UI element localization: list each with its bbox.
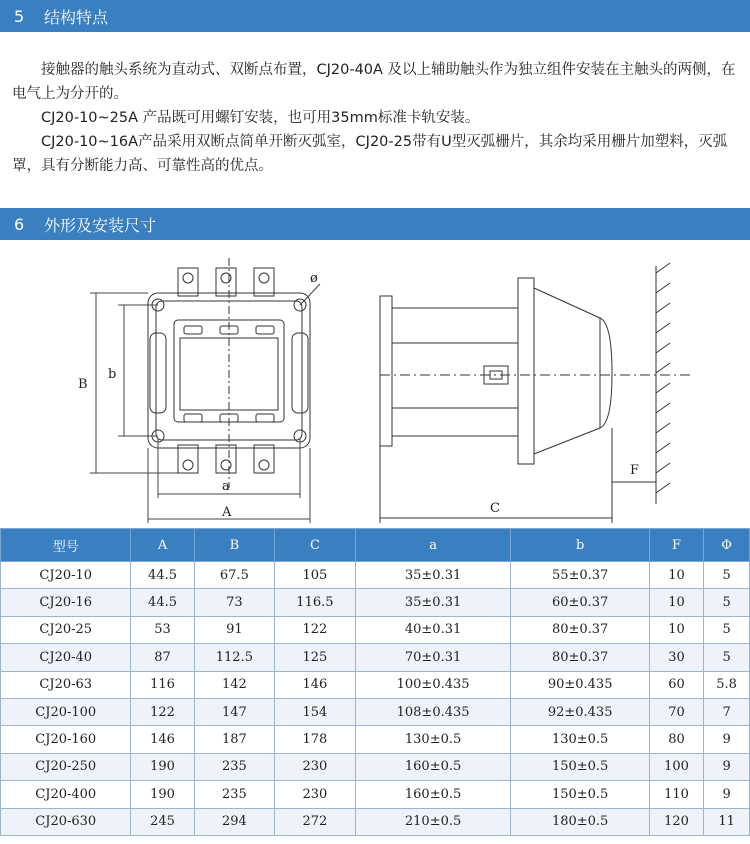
paragraph-2: CJ20-10~25A 产品既可用螺钉安装，也可用35mm标准卡轨安装。 — [12, 110, 480, 126]
table-row — [1, 562, 750, 589]
table-row — [1, 753, 750, 780]
table-cell: 210±0.5 — [355, 808, 511, 835]
section-number: 5 — [14, 6, 25, 26]
table-cell: 230 — [275, 781, 356, 808]
label-phi: ø — [310, 271, 318, 286]
table-cell: 9 — [704, 726, 750, 753]
column-header: a — [355, 529, 511, 562]
table-cell: 73 — [194, 589, 275, 616]
column-header: b — [511, 529, 649, 562]
table-cell: 67.5 — [194, 562, 275, 589]
table-cell: 150±0.5 — [511, 781, 649, 808]
table-cell: 146 — [131, 726, 194, 753]
dimension-drawing — [0, 248, 750, 528]
table-cell: 235 — [194, 781, 275, 808]
table-cell: 160±0.5 — [355, 781, 511, 808]
table-cell: 60 — [649, 671, 703, 698]
table-cell: CJ20-100 — [1, 698, 131, 725]
column-header: Φ — [704, 529, 750, 562]
table-cell: 116 — [131, 671, 194, 698]
dimensions-table — [0, 528, 750, 836]
table-cell: 44.5 — [131, 562, 194, 589]
table-cell: 35±0.31 — [355, 562, 511, 589]
table-cell: 70 — [649, 698, 703, 725]
table-cell: 70±0.31 — [355, 644, 511, 671]
table-cell: 5 — [704, 616, 750, 643]
paragraph-1: 接触器的触头系统为直动式、双断点布置，CJ20-40A 及以上辅助触头作为独立组件安装在主触头的两侧，在电气上为分开的。 — [12, 62, 736, 102]
table-row — [1, 671, 750, 698]
table-cell: 116.5 — [275, 589, 356, 616]
column-header: C — [275, 529, 356, 562]
table-cell: CJ20-630 — [1, 808, 131, 835]
table-cell: 110 — [649, 781, 703, 808]
section-6-header — [0, 208, 750, 240]
table-cell: CJ20-25 — [1, 616, 131, 643]
table-cell: 122 — [275, 616, 356, 643]
table-cell: 7 — [704, 698, 750, 725]
label-B: B — [78, 377, 88, 392]
column-header: F — [649, 529, 703, 562]
table-cell: 130±0.5 — [511, 726, 649, 753]
table-cell: 30 — [649, 644, 703, 671]
table-cell: CJ20-16 — [1, 589, 131, 616]
table-cell: 5 — [704, 562, 750, 589]
table-cell: 272 — [275, 808, 356, 835]
table-cell: 11 — [704, 808, 750, 835]
table-cell: 91 — [194, 616, 275, 643]
label-b: b — [108, 367, 117, 382]
table-cell: CJ20-250 — [1, 753, 131, 780]
table-cell: 10 — [649, 616, 703, 643]
mounting-wall — [380, 263, 670, 523]
table-cell: 120 — [649, 808, 703, 835]
table-row — [1, 616, 750, 643]
table-cell: 125 — [275, 644, 356, 671]
table-cell: CJ20-160 — [1, 726, 131, 753]
table-cell: CJ20-10 — [1, 562, 131, 589]
table-cell: 190 — [131, 753, 194, 780]
table-cell: 245 — [131, 808, 194, 835]
section-title: 外形及安装尺寸 — [44, 215, 157, 235]
table-cell: 187 — [194, 726, 275, 753]
column-header: B — [194, 529, 275, 562]
table-cell: 178 — [275, 726, 356, 753]
table-cell: CJ20-63 — [1, 671, 131, 698]
table-row — [1, 808, 750, 835]
label-a: a — [222, 479, 230, 494]
table-cell: 55±0.37 — [511, 562, 649, 589]
table-cell: CJ20-400 — [1, 781, 131, 808]
table-cell: 154 — [275, 698, 356, 725]
table-cell: 294 — [194, 808, 275, 835]
table-cell: 147 — [194, 698, 275, 725]
table-header-row — [1, 529, 750, 562]
table-cell: 5 — [704, 589, 750, 616]
table-cell: CJ20-40 — [1, 644, 131, 671]
table-cell: 40±0.31 — [355, 616, 511, 643]
table-cell: 190 — [131, 781, 194, 808]
table-cell: 230 — [275, 753, 356, 780]
table-cell: 9 — [704, 753, 750, 780]
table-cell: 108±0.435 — [355, 698, 511, 725]
table-cell: 122 — [131, 698, 194, 725]
table-cell: 9 — [704, 781, 750, 808]
table-body — [1, 562, 750, 836]
table-cell: 146 — [275, 671, 356, 698]
table-cell: 44.5 — [131, 589, 194, 616]
table-cell: 87 — [131, 644, 194, 671]
label-A: A — [222, 505, 232, 520]
table-row — [1, 726, 750, 753]
paragraph-3: CJ20-10~16A产品采用双断点简单开断灭弧室，CJ20-25带有U型灭弧栅片，其余均采用栅片加塑料，灭弧罩，具有分断能力高、可靠性高的优点。 — [12, 134, 728, 174]
table-cell: 5.8 — [704, 671, 750, 698]
front-view — [148, 258, 310, 488]
section-5-header — [0, 0, 750, 32]
table-cell: 130±0.5 — [355, 726, 511, 753]
table-row — [1, 781, 750, 808]
table-cell: 80±0.37 — [511, 644, 649, 671]
table-cell: 150±0.5 — [511, 753, 649, 780]
table-cell: 100 — [649, 753, 703, 780]
table-cell: 90±0.435 — [511, 671, 649, 698]
label-C: C — [490, 501, 500, 516]
table-cell: 100±0.435 — [355, 671, 511, 698]
table-row — [1, 698, 750, 725]
table-cell: 53 — [131, 616, 194, 643]
table-cell: 92±0.435 — [511, 698, 649, 725]
table-cell: 80 — [649, 726, 703, 753]
table-cell: 160±0.5 — [355, 753, 511, 780]
column-header: 型号 — [1, 529, 131, 562]
table-cell: 5 — [704, 644, 750, 671]
table-cell: 35±0.31 — [355, 589, 511, 616]
table-row — [1, 644, 750, 671]
table-cell: 60±0.37 — [511, 589, 649, 616]
table-cell: 80±0.37 — [511, 616, 649, 643]
table-cell: 112.5 — [194, 644, 275, 671]
table-cell: 180±0.5 — [511, 808, 649, 835]
table-cell: 142 — [194, 671, 275, 698]
side-view — [380, 278, 690, 464]
table-cell: 10 — [649, 562, 703, 589]
table-cell: 105 — [275, 562, 356, 589]
section-title: 结构特点 — [44, 7, 109, 27]
column-header: A — [131, 529, 194, 562]
table-cell: 10 — [649, 589, 703, 616]
table-row — [1, 589, 750, 616]
section-number: 6 — [14, 214, 25, 234]
table-cell: 235 — [194, 753, 275, 780]
label-F: F — [630, 463, 640, 478]
